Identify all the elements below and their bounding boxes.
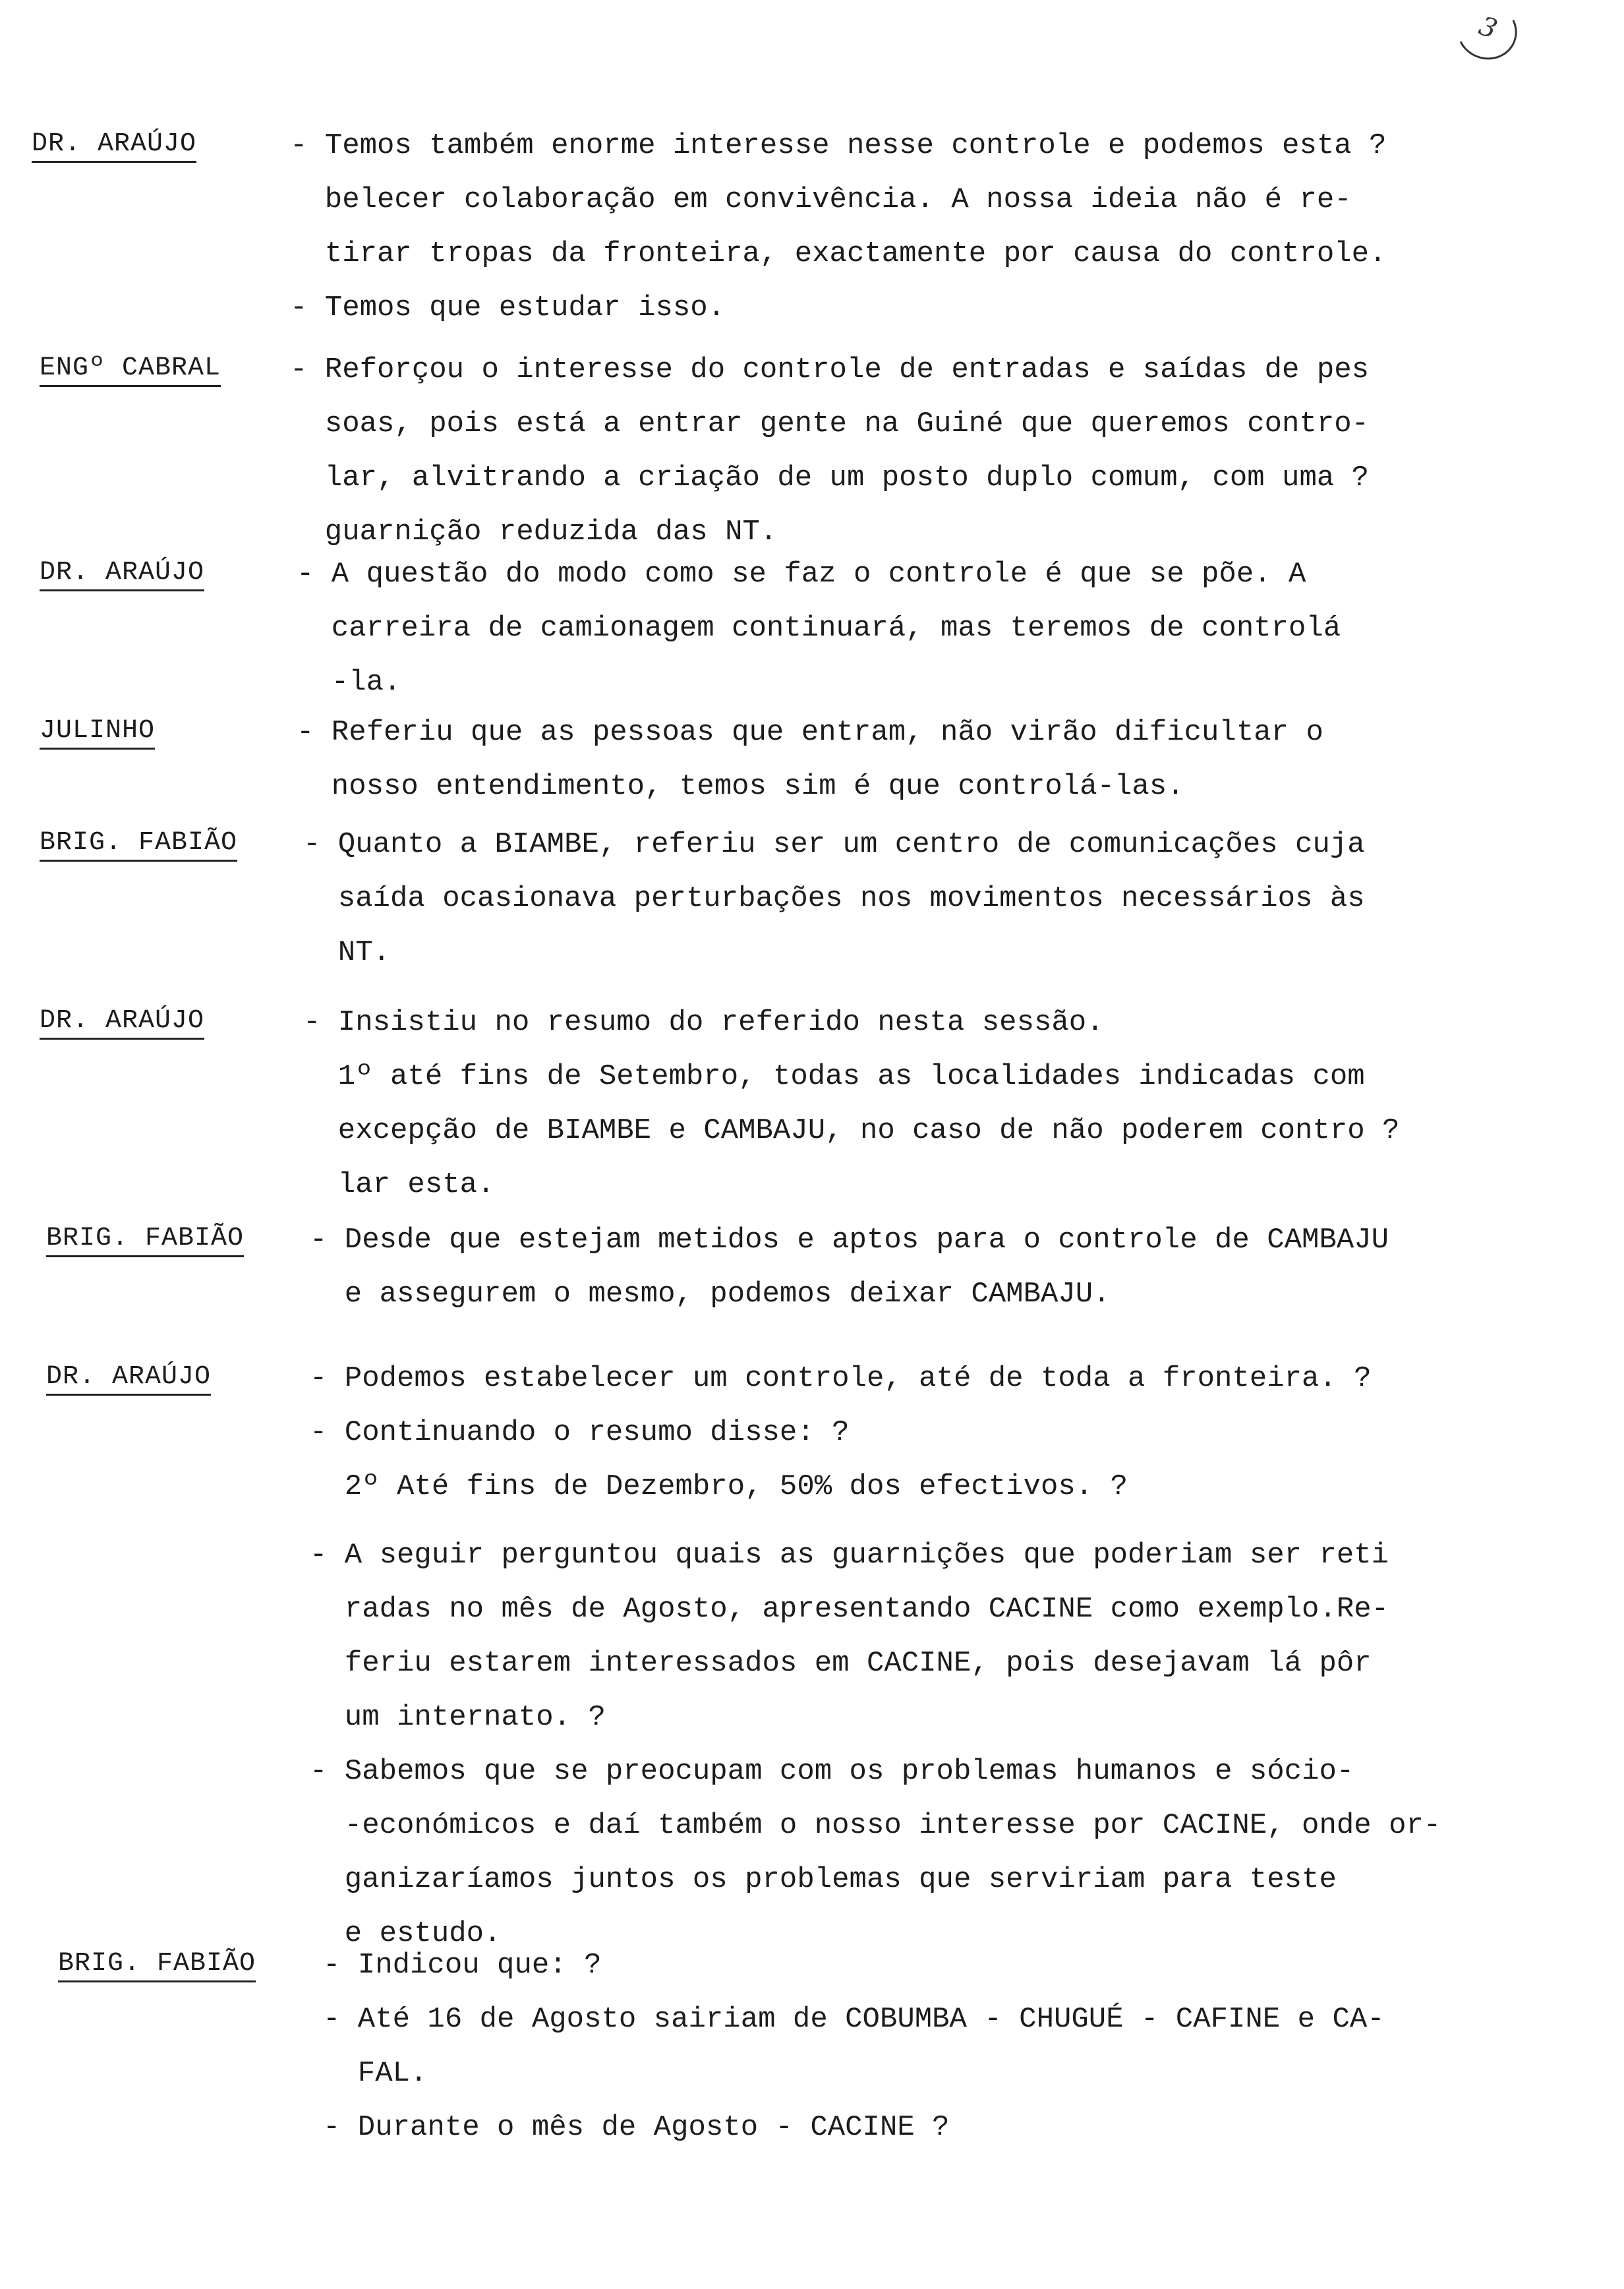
speaker-statement [290, 119, 1463, 335]
statement-line [310, 1514, 1483, 1528]
speaker-statement [310, 1352, 1483, 1961]
speaker-statement [297, 547, 1470, 709]
speaker-statement [303, 818, 1476, 980]
statement-line: tirar tropas da fronteira, exactamente por causa do controle. [290, 237, 1387, 270]
statement-line: excepção de BIAMBE e CAMBAJU, no caso de não poderem contro ? [303, 1114, 1400, 1147]
statement-line: - Indicou que: ? [323, 1949, 602, 1982]
statement-line: - Reforçou o interesse do controle de entradas e saídas de pes [290, 353, 1370, 386]
statement-line: - Referiu que as pessoas que entram, não virão dificultar o [297, 716, 1323, 749]
statement-line: - Continuando o resumo disse: ? [310, 1416, 850, 1449]
statement-line: - A questão do modo como se faz o controle é que se põe. A [297, 558, 1306, 591]
statement-line: feriu estarem interessados em CACINE, pois desejavam lá pôr [310, 1647, 1372, 1680]
statement-line: NT. [303, 936, 391, 969]
speaker-name: DR. ARAÚJO [46, 1362, 211, 1396]
statement-line: - Sabemos que se preocupam com os problemas humanos e sócio- [310, 1755, 1354, 1788]
statement-line: - Quanto a BIAMBE, referiu ser um centro de comunicações cuja [303, 828, 1365, 861]
speaker-name: BRIG. FABIÃO [46, 1224, 244, 1257]
speaker-statement [290, 343, 1463, 559]
speaker-statement [323, 1938, 1496, 2155]
statement-line: soas, pois está a entrar gente na Guiné que queremos contro- [290, 407, 1370, 440]
statement-line: saída ocasionava perturbações nos movimentos necessários às [303, 882, 1365, 915]
statement-line: - Temos também enorme interesse nesse controle e podemos esta ? [290, 129, 1387, 162]
speaker-name: JULINHO [40, 716, 155, 750]
statement-line: nosso entendimento, temos sim é que controlá-las. [297, 770, 1184, 803]
statement-line: - Até 16 de Agosto sairiam de COBUMBA - CHUGUÉ - CAFINE e CA- [323, 2003, 1385, 2036]
statement-line: guarnição reduzida das NT. [290, 516, 778, 549]
speaker-name: BRIG. FABIÃO [40, 828, 237, 862]
statement-line: - Desde que estejam metidos e aptos para o controle de CAMBAJU [310, 1224, 1389, 1257]
statement-line: -económicos e daí também o nosso interesse por CACINE, onde or- [310, 1809, 1441, 1842]
speaker-statement [297, 705, 1470, 814]
statement-line: lar esta. [303, 1168, 495, 1201]
statement-line: um internato. ? [310, 1701, 606, 1734]
statement-line: - Durante o mês de Agosto - CACINE ? [323, 2111, 950, 2144]
statement-line: 1º até fins de Setembro, todas as localidades indicadas com [303, 1060, 1365, 1093]
speaker-name: BRIG. FABIÃO [58, 1949, 256, 1982]
speaker-name: ENGº CABRAL [40, 353, 221, 387]
statement-line: FAL. [323, 2057, 428, 2090]
statement-line: - A seguir perguntou quais as guarnições que poderiam ser reti [310, 1539, 1389, 1572]
statement-line: belecer colaboração em convivência. A nossa ideia não é re- [290, 183, 1352, 216]
statement-line: e assegurem o mesmo, podemos deixar CAMBAJU. [310, 1278, 1111, 1311]
statement-line: - Insistiu no resumo do referido nesta sessão. [303, 1006, 1104, 1039]
statement-line: ganizaríamos juntos os problemas que serviriam para teste [310, 1863, 1337, 1896]
statement-line: - Podemos estabelecer um controle, até de toda a fronteira. ? [310, 1362, 1372, 1395]
statement-line: e estudo. [310, 1917, 502, 1950]
statement-line: - Temos que estudar isso. [290, 291, 726, 324]
speaker-statement [303, 996, 1476, 1212]
statement-line: radas no mês de Agosto, apresentando CACINE como exemplo.Re- [310, 1593, 1389, 1626]
statement-line: -la. [297, 666, 401, 699]
speaker-name: DR. ARAÚJO [32, 129, 196, 163]
page-number: 3 [1449, 0, 1525, 68]
statement-line: lar, alvitrando a criação de um posto duplo comum, com uma ? [290, 461, 1370, 494]
speaker-name: DR. ARAÚJO [40, 558, 204, 591]
speaker-name: DR. ARAÚJO [40, 1006, 204, 1040]
statement-line: 2º Até fins de Dezembro, 50% dos efectivos. ? [310, 1470, 1128, 1503]
statement-line: carreira de camionagem continuará, mas teremos de controlá [297, 612, 1341, 645]
speaker-statement [310, 1213, 1483, 1321]
